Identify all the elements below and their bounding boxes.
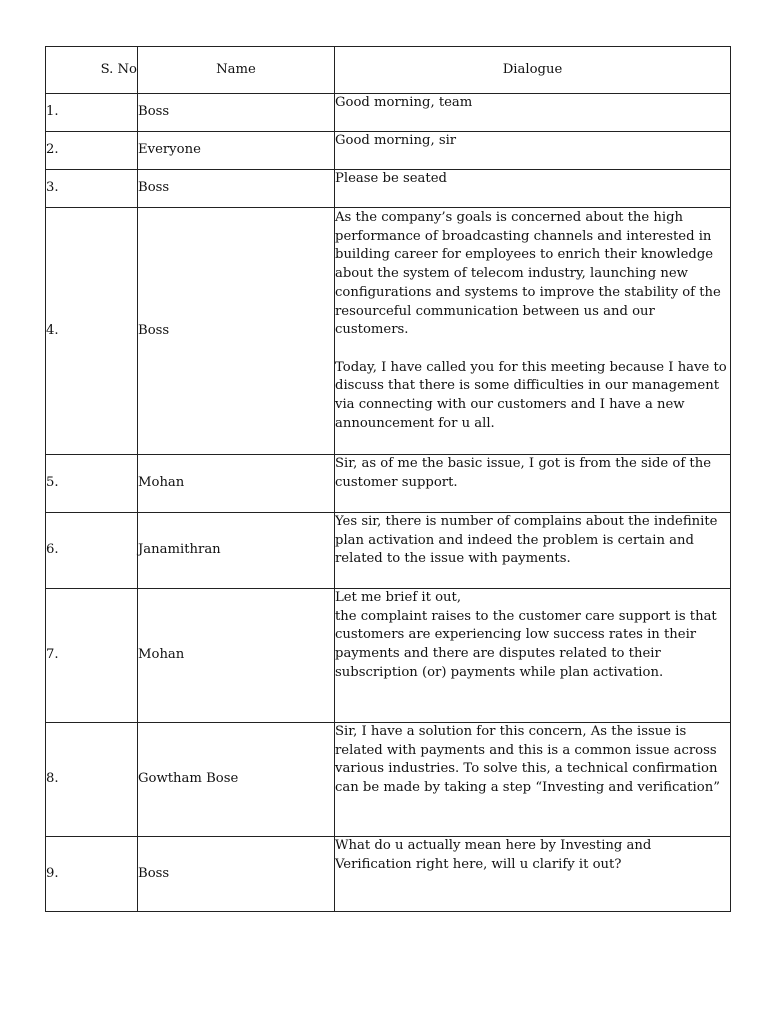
- row-sno: 9.: [46, 837, 138, 912]
- row-speaker-name: Mohan: [138, 455, 335, 513]
- table-row: [46, 723, 731, 837]
- row-dialogue-text: Sir, as of me the basic issue, I got is from the side of the customer support.: [335, 455, 731, 513]
- row-dialogue-text: Good morning, sir: [335, 132, 731, 170]
- row-dialogue-text: Good morning, team: [335, 94, 731, 132]
- table-row: [46, 513, 731, 589]
- row-dialogue-text: Please be seated: [335, 170, 731, 208]
- row-sno: 5.: [46, 455, 138, 513]
- header-name: Name: [138, 47, 335, 94]
- row-speaker-name: Boss: [138, 170, 335, 208]
- row-sno: 2.: [46, 132, 138, 170]
- row-sno: 1.: [46, 94, 138, 132]
- table-row: [46, 170, 731, 208]
- row-sno: 6.: [46, 513, 138, 589]
- row-dialogue-text: Sir, I have a solution for this concern, As the issue is related with payments and this is a common issue across various industries. To solve this, a technical confirmation can be made by taking a step “Investing and verification”: [335, 723, 731, 837]
- header-row: [46, 47, 731, 94]
- row-speaker-name: Janamithran: [138, 513, 335, 589]
- dialogue-table: [45, 46, 731, 912]
- row-sno: 7.: [46, 589, 138, 723]
- row-dialogue-text: Let me brief it out, the complaint raises to the customer care support is that customers are experiencing low success rates in their payments and there are disputes related to their subscription (or) payments while plan activation.: [335, 589, 731, 723]
- row-sno: 8.: [46, 723, 138, 837]
- table-row: [46, 589, 731, 723]
- row-dialogue-text: Yes sir, there is number of complains about the indefinite plan activation and indeed the problem is certain and related to the issue with payments.: [335, 513, 731, 589]
- table-row: [46, 837, 731, 912]
- table-header: [46, 47, 731, 94]
- header-dialogue: Dialogue: [335, 47, 731, 94]
- row-speaker-name: Boss: [138, 208, 335, 455]
- row-speaker-name: Boss: [138, 837, 335, 912]
- table-row: [46, 94, 731, 132]
- table-row: [46, 132, 731, 170]
- row-dialogue-text: As the company’s goals is concerned about the high performance of broadcasting channels and interested in building career for employees to enrich their knowledge about the system of telecom industry, launching new configurations and systems to improve the stability of the resourceful communication between us and our customers. Today, I have called you for this meeting because I have to discuss that there is some difficulties in our management via connecting with our customers and I have a new announcement for u all.: [335, 208, 731, 455]
- table-row: [46, 455, 731, 513]
- row-sno: 4.: [46, 208, 138, 455]
- header-sno: S. No: [46, 47, 138, 94]
- row-sno: 3.: [46, 170, 138, 208]
- table-row: [46, 208, 731, 455]
- row-speaker-name: Gowtham Bose: [138, 723, 335, 837]
- table-body: [46, 94, 731, 912]
- row-speaker-name: Everyone: [138, 132, 335, 170]
- row-speaker-name: Boss: [138, 94, 335, 132]
- row-speaker-name: Mohan: [138, 589, 335, 723]
- row-dialogue-text: What do u actually mean here by Investing and Verification right here, will u clarify it out?: [335, 837, 731, 912]
